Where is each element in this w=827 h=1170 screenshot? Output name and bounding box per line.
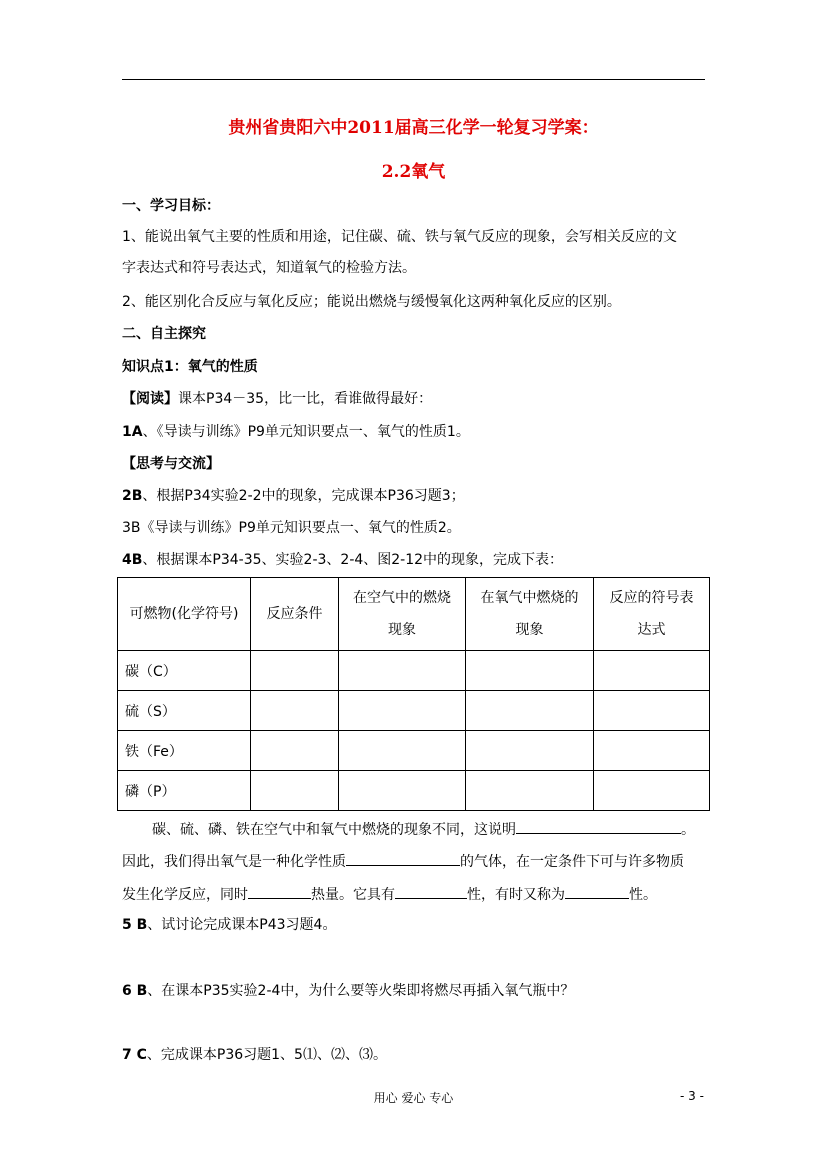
header-symbol-equation: 反应的符号表 达式 — [594, 578, 710, 651]
conclusion-line-1: 碳、硫、磷、铁在空气中和氧气中燃烧的现象不同，这说明 。 — [152, 819, 695, 839]
answer-cell[interactable] — [339, 691, 466, 731]
objective-1-line-2: 字表达式和符号表达式，知道氧气的检验方法。 — [122, 260, 416, 276]
answer-cell[interactable] — [466, 731, 594, 771]
question-6b-number: 6 B — [122, 983, 148, 999]
objective-2: 2、能区别化合反应与氧化反应；能说出燃烧与缓慢氧化这两种氧化反应的区别。 — [122, 294, 621, 310]
answer-cell[interactable] — [339, 731, 466, 771]
row-label-phosphorus: 磷（P） — [118, 771, 251, 811]
knowledge-point-1: 知识点1：氧气的性质 — [122, 359, 258, 375]
header-oxygen-phenomenon: 在氧气中燃烧的 现象 — [466, 578, 594, 651]
question-5b-text: 、试讨论完成课本P43习题4。 — [147, 917, 337, 933]
answer-cell[interactable] — [339, 771, 466, 811]
answer-cell[interactable] — [466, 691, 594, 731]
question-4b-text: 、根据课本P34-35、实验2-3、2-4、图2-12中的现象，完成下表： — [142, 552, 564, 568]
answer-cell[interactable] — [251, 651, 339, 691]
answer-cell[interactable] — [594, 731, 710, 771]
fill-blank[interactable] — [395, 884, 467, 899]
page-number: - 3 - — [680, 1089, 704, 1103]
header-condition: 反应条件 — [251, 578, 339, 651]
table-row — [118, 691, 710, 731]
table-row — [118, 651, 710, 691]
question-1a — [122, 423, 470, 441]
reading-text: 课本P34－35，比一比，看谁做得最好： — [178, 391, 433, 407]
header-rule — [122, 79, 705, 80]
question-4b-number: 4B — [122, 552, 143, 568]
question-5b-number: 5 B — [122, 917, 148, 933]
fill-blank[interactable] — [516, 819, 681, 834]
oxygen-properties-table — [117, 577, 710, 811]
question-7c — [122, 1046, 387, 1064]
reading-instruction — [122, 390, 432, 408]
row-label-iron: 铁（Fe） — [118, 731, 251, 771]
table-row — [118, 731, 710, 771]
fill-blank[interactable] — [565, 884, 629, 899]
question-2b-number: 2B — [122, 488, 143, 504]
think-exchange-tag: 【思考与交流】 — [122, 456, 220, 472]
fill-blank[interactable] — [248, 884, 311, 899]
question-3b: 3B《导读与训练》P9单元知识要点一、氧气的性质2。 — [122, 520, 461, 536]
table-header-row — [118, 578, 710, 651]
conclusion-line-2: 因此，我们得出氧气是一种化学性质 的气体，在一定条件下可与许多物质 — [122, 851, 684, 871]
question-1a-number: 1A — [122, 424, 143, 440]
header-combustible: 可燃物(化学符号) — [118, 578, 251, 651]
answer-cell[interactable] — [251, 731, 339, 771]
question-6b-text: 、在课本P35实验2-4中，为什么要等火柴即将燃尽再插入氧气瓶中？ — [147, 983, 575, 999]
question-7c-text: 、完成课本P36习题1、5⑴、⑵、⑶。 — [146, 1047, 387, 1063]
section-1-heading: 一、学习目标： — [122, 198, 220, 214]
question-2b — [122, 487, 465, 505]
answer-cell[interactable] — [339, 651, 466, 691]
question-2b-text: 、根据P34实验2-2中的现象，完成课本P36习题3； — [142, 488, 465, 504]
answer-cell[interactable] — [466, 651, 594, 691]
answer-cell[interactable] — [594, 771, 710, 811]
row-label-sulfur: 硫（S） — [118, 691, 251, 731]
table-row — [118, 771, 710, 811]
fill-blank[interactable] — [346, 851, 460, 866]
conclusion-line-3: 发生化学反应，同时 热量。它具有 性，有时又称为 性。 — [122, 884, 657, 904]
row-label-carbon: 碳（C） — [118, 651, 251, 691]
answer-cell[interactable] — [251, 691, 339, 731]
header-air-phenomenon: 在空气中的燃烧 现象 — [339, 578, 466, 651]
reading-tag: 【阅读】 — [122, 391, 178, 407]
document-subtitle: 2.2氧气 — [381, 162, 446, 182]
footer-motto: 用心 爱心 专心 — [373, 1091, 454, 1105]
objective-1-line-1: 1、能说出氧气主要的性质和用途，记住碳、硫、铁与氧气反应的现象，会写相关反应的文 — [122, 229, 677, 245]
section-2-heading: 二、自主探究 — [122, 326, 206, 342]
question-7c-number: 7 C — [122, 1047, 147, 1063]
question-4b — [122, 551, 563, 569]
answer-cell[interactable] — [594, 651, 710, 691]
answer-cell[interactable] — [594, 691, 710, 731]
question-5b — [122, 916, 336, 934]
answer-cell[interactable] — [466, 771, 594, 811]
document-title: 贵州省贵阳六中2011届高三化学一轮复习学案： — [228, 118, 599, 138]
answer-cell[interactable] — [251, 771, 339, 811]
question-1a-text: 、《导读与训练》P9单元知识要点一、氧气的性质1。 — [142, 424, 470, 440]
question-6b — [122, 982, 574, 1000]
